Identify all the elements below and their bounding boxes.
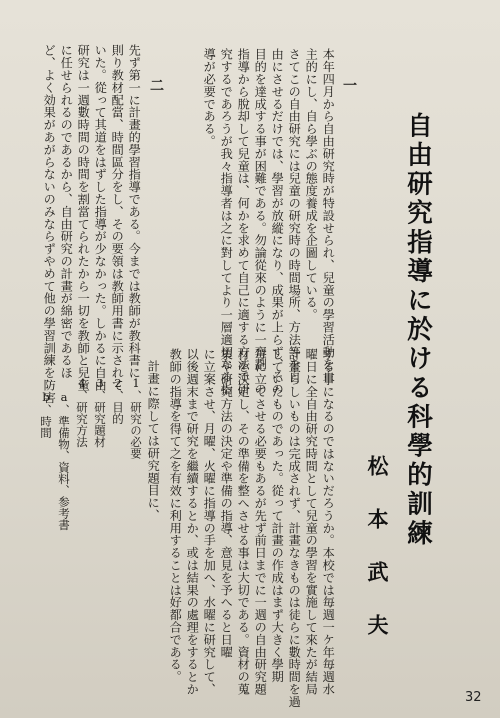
section1-line-7: 究するであろうが我々指導者は之に對してより一層適切なる指 xyxy=(219,48,234,396)
section3-line-2: 曜日に全自由研究時間として兒童の學習を實施して來たが結局 xyxy=(304,348,319,696)
section1-line-4: 由にさせるだけでは、學習が放縱になり、成果が上らず、その xyxy=(270,48,285,396)
author-name: 松本武夫 xyxy=(365,455,390,667)
plan-item-1: 1、研究の必要 xyxy=(129,376,143,459)
plan-item-4a: a、準備物、資料、参考書 xyxy=(57,390,71,531)
section1-line-3: さてこの自由研究には兒童の研究時の時間場所、方法等を自 xyxy=(287,48,302,383)
section2-line-1: 先ず第一に計畫的學習指導である。今までは教師が教科書に xyxy=(127,44,142,379)
plan-item-2: 2、目的 xyxy=(111,376,125,425)
plan-item-3: 3、研究題材 xyxy=(93,376,107,448)
section3-line-3: 計畫らしいものは完成されず、計畫なきものは徒らに數時間を過 xyxy=(287,348,302,708)
plan-item-4b: b、時間 xyxy=(39,390,53,439)
section2-line-3: いた。從って其道をはずした指導が少なかった。しかるに自由 xyxy=(93,44,108,392)
article-title: 自由研究指導に於ける科學的訓練 xyxy=(403,112,433,549)
section3-line-10: 教師の指導を得て之を有效に利用することは好都合である。 xyxy=(168,348,183,683)
section2-line-2: 則り教材配當、時間區分をし、その要領は教師用書に示されて xyxy=(110,44,125,392)
section1-line-1: 本年四月から自由研究時が特設せられ、兒童の學習活動を自 xyxy=(321,48,336,383)
section-number-2: 二 xyxy=(148,78,164,94)
section1-line-8: 導が必要である。 xyxy=(202,48,217,148)
section1-line-5: 目的を達成する事が困難である。勿論從來のように一齊劃一の xyxy=(253,48,268,396)
section3-line-9: 以後週末まで研究を繼續するとか、或は結果の處理をするとか xyxy=(185,348,200,696)
section2-line-6: ど、よく効果があがらないのみならずやめて他の學習訓練を防害 xyxy=(42,44,57,404)
section3-line-8: に立案させ、月曜、火曜に指導の手を加へ、水曜に研究して、 xyxy=(202,348,217,696)
section1-line-2: 主的にし、自ら學ぶの態度養成を企圖している。 xyxy=(304,48,319,321)
plan-item-4: 4、研究方法 xyxy=(75,376,89,448)
plan-intro: 計畫に際しては研究題目に、 xyxy=(146,360,161,522)
section-number-1: 一 xyxy=(341,78,357,94)
section1-line-6: 指導から脫却して兒童は、何かを求めて自己に適する方法で研 xyxy=(236,48,251,396)
section3-line-4: していたものであった。從って計畫の作成はまず大きく學期 xyxy=(270,348,285,683)
page-number: 32 xyxy=(465,690,482,705)
section2-line-4: 研究は一週數時間の時間を割當てられたから一切を教師と兒童 xyxy=(76,44,91,392)
section3-line-5: 毎に立てさせる必要もあるが先ず前日までに一週の自由研究題 xyxy=(253,348,268,696)
section3-line-6: 材を決定し、その準備を整へさせる事は大切である。資材の蒐 xyxy=(236,348,251,696)
section3-line-1: する事になるのではないだろうか。本校では毎週一ケ年毎週水 xyxy=(321,348,336,696)
section2-line-5: に任せられるのであるから、自由研究の計畫が綿密であるほ xyxy=(59,44,74,379)
section3-line-7: 集や研究方法の決定や準備の指導、意見を予へると日曜 xyxy=(219,348,234,658)
